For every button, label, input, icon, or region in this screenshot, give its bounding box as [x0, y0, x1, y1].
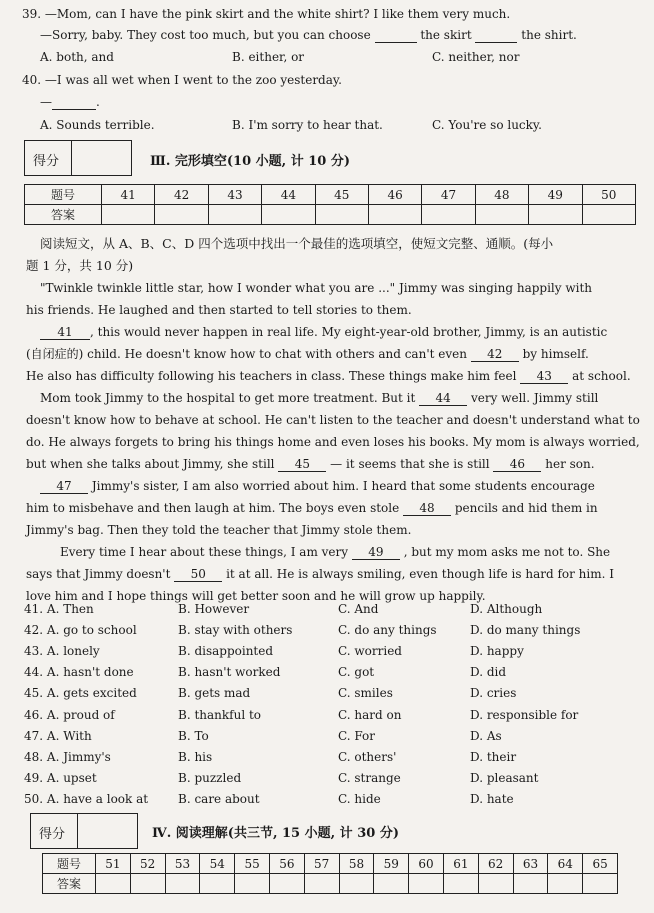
option-42-a: 42. A. go to school: [24, 623, 137, 637]
passage-p4-line3: Jimmy's bag. Then they told the teacher that Jimmy stole them.: [26, 523, 412, 537]
q40-option-c: C. You're so lucky.: [432, 118, 542, 132]
passage-p5-line1: [60, 544, 610, 560]
passage-p3-line3: do. He always forgets to bring his things home and even loses his books. My mom is always worried,: [26, 435, 640, 449]
option-45-a: 45. A. gets excited: [24, 686, 137, 700]
option-44-d: D. did: [470, 665, 507, 679]
section-4-title: Ⅳ. 阅读理解(共三节, 15 小题, 计 30 分): [152, 826, 399, 841]
table-cell: 45: [315, 185, 368, 205]
passage-text: but when she talks about Jimmy, she still: [26, 457, 275, 471]
passage-text: says that Jimmy doesn't: [26, 567, 171, 581]
option-48-d: D. their: [470, 750, 517, 764]
answer-cell[interactable]: [339, 874, 374, 894]
q40-stem: 40. —I was all wet when I went to the zoo yesterday.: [22, 73, 342, 87]
answer-cell[interactable]: [130, 874, 165, 894]
blank-44: 44: [419, 392, 467, 406]
score-box-section-3: [24, 140, 132, 176]
answer-cell[interactable]: [582, 205, 635, 225]
answer-cell[interactable]: [269, 874, 304, 894]
blank-48: 48: [403, 502, 451, 516]
option-46-c: C. hard on: [338, 708, 402, 722]
table-cell: 41: [102, 185, 155, 205]
q40-period: .: [96, 95, 100, 109]
passage-text: very well. Jimmy still: [470, 391, 599, 405]
option-47-d: D. As: [470, 729, 502, 743]
option-46-a: 46. A. proud of: [24, 708, 115, 722]
passage-text: him to misbehave and then laugh at him. The boys even stole: [26, 501, 400, 515]
blank-50: 50: [174, 568, 222, 582]
passage-p3-line1: [40, 390, 598, 406]
q39-reply-text: —Sorry, baby. They cost too much, but you can choose: [40, 28, 371, 42]
answer-cell[interactable]: [374, 874, 409, 894]
passage-p5-line3: love him and I hope things will get better soon and he will grow up happily.: [26, 589, 486, 603]
table-cell: 49: [529, 185, 582, 205]
option-50-d: D. hate: [470, 792, 514, 806]
answer-cell[interactable]: [102, 205, 155, 225]
option-50-c: C. hide: [338, 792, 381, 806]
passage-p3-line4: [26, 456, 595, 472]
passage-p5-line2: [26, 566, 614, 582]
q39-option-b: B. either, or: [232, 50, 305, 64]
blank-46: 46: [493, 458, 541, 472]
q40-blank: [52, 96, 96, 110]
table-row: [25, 205, 636, 225]
table-cell: 58: [339, 854, 374, 874]
table-cell: 51: [96, 854, 131, 874]
q39-reply-text-2: the skirt: [420, 28, 472, 42]
option-42-d: D. do many things: [470, 623, 581, 637]
table-cell: 55: [235, 854, 270, 874]
answer-cell[interactable]: [478, 874, 513, 894]
option-47-c: C. For: [338, 729, 376, 743]
section-3-title: Ⅲ. 完形填空(10 小题, 计 10 分): [150, 154, 350, 169]
passage-p1-line2: his friends. He laughed and then started to tell stories to them.: [26, 303, 412, 317]
q40-option-a: A. Sounds terrible.: [40, 118, 155, 132]
answer-cell[interactable]: [409, 874, 444, 894]
table-cell: 54: [200, 854, 235, 874]
q39-blank-2: [475, 29, 517, 43]
q40-option-b: B. I'm sorry to hear that.: [232, 118, 383, 132]
option-45-b: B. gets mad: [178, 686, 251, 700]
passage-p4-line2: [26, 500, 598, 516]
option-48-c: C. others': [338, 750, 397, 764]
score-label: 得分: [33, 154, 60, 169]
option-43-a: 43. A. lonely: [24, 644, 100, 658]
table-cell: 46: [368, 185, 421, 205]
table-cell: 59: [374, 854, 409, 874]
passage-p2-line1: [40, 324, 607, 340]
option-42-c: C. do any things: [338, 623, 437, 637]
option-45-d: D. cries: [470, 686, 517, 700]
passage-text: He also has difficulty following his teachers in class. These things make him feel: [26, 369, 517, 383]
answer-cell[interactable]: [165, 874, 200, 894]
instructions-line-2: 题 1 分，共 10 分): [26, 258, 134, 273]
option-50-b: B. care about: [178, 792, 260, 806]
option-44-c: C. got: [338, 665, 375, 679]
passage-text: , but my mom asks me not to. She: [403, 545, 611, 559]
answer-cell[interactable]: [422, 205, 475, 225]
option-49-c: C. strange: [338, 771, 401, 785]
table-cell: 53: [165, 854, 200, 874]
table-cell: 47: [422, 185, 475, 205]
option-50-a: 50. A. have a look at: [24, 792, 149, 806]
blank-42: 42: [471, 348, 519, 362]
passage-text: — it seems that she is still: [330, 457, 490, 471]
table-cell: 62: [478, 854, 513, 874]
q39-option-c: C. neither, nor: [432, 50, 520, 64]
table-cell: 42: [155, 185, 208, 205]
passage-p2-line2: [26, 346, 589, 362]
answer-cell[interactable]: [368, 205, 421, 225]
passage-text: , this would never happen in real life. My eight-year-old brother, Jimmy, is an autistic: [90, 325, 608, 339]
table-header-label: 题号: [25, 185, 102, 205]
answer-table-section-4: [42, 853, 618, 894]
option-41-b: B. However: [178, 602, 250, 616]
answer-cell[interactable]: [583, 874, 618, 894]
passage-text: Mom took Jimmy to the hospital to get more treatment. But it: [40, 391, 416, 405]
option-46-b: B. thankful to: [178, 708, 262, 722]
passage-text: (自闭症的) child. He doesn't know how to chat with others and can't even: [26, 347, 467, 361]
passage-text: her son.: [545, 457, 595, 471]
table-cell: 50: [582, 185, 635, 205]
table-cell: 43: [208, 185, 261, 205]
passage-text: it at all. He is always smiling, even though life is hard for him. I: [226, 567, 614, 581]
table-row: [25, 185, 636, 205]
table-cell: 63: [513, 854, 548, 874]
passage-p2-line3: [26, 368, 631, 384]
option-41-a: 41. A. Then: [24, 602, 94, 616]
answer-cell[interactable]: [96, 874, 131, 894]
table-answer-label: 答案: [25, 205, 102, 225]
option-49-b: B. puzzled: [178, 771, 242, 785]
table-cell: 56: [269, 854, 304, 874]
option-44-b: B. hasn't worked: [178, 665, 281, 679]
table-cell: 60: [409, 854, 444, 874]
q39-stem: 39. —Mom, can I have the pink skirt and the white shirt? I like them very much.: [22, 7, 511, 21]
q40-dash: —: [40, 95, 52, 109]
passage-text: Jimmy's sister, I am also worried about him. I heard that some students encourage: [91, 479, 595, 493]
option-43-d: D. happy: [470, 644, 524, 658]
passage-p3-line2: doesn't know how to behave at school. He can't listen to the teacher and doesn't understand what to: [26, 413, 640, 427]
answer-cell[interactable]: [548, 874, 583, 894]
option-46-d: D. responsible for: [470, 708, 579, 722]
passage-text: Every time I hear about these things, I am very: [60, 545, 349, 559]
answer-cell[interactable]: [443, 874, 478, 894]
instructions-line-1: 阅读短文，从 A、B、C、D 四个选项中找出一个最佳的选项填空，使短文完整、通顺。(每小: [40, 236, 554, 251]
option-47-b: B. To: [178, 729, 209, 743]
blank-49: 49: [352, 546, 400, 560]
table-cell: 64: [548, 854, 583, 874]
score-label: 得分: [39, 827, 66, 842]
blank-43: 43: [520, 370, 568, 384]
passage-p4-line1: [40, 478, 595, 494]
answer-cell[interactable]: [315, 205, 368, 225]
answer-cell[interactable]: [529, 205, 582, 225]
passage-text: pencils and hid them in: [454, 501, 598, 515]
table-answer-label: 答案: [43, 874, 96, 894]
answer-cell[interactable]: [200, 874, 235, 894]
table-row: [43, 874, 618, 894]
answer-table-section-3: [24, 184, 636, 225]
q39-option-a: A. both, and: [40, 50, 114, 64]
answer-cell[interactable]: [513, 874, 548, 894]
passage-text: by himself.: [522, 347, 589, 361]
score-divider: [71, 141, 72, 175]
table-cell: 57: [304, 854, 339, 874]
option-43-c: C. worried: [338, 644, 402, 658]
q39-blank-1: [375, 29, 417, 43]
option-48-b: B. his: [178, 750, 213, 764]
table-cell: 65: [583, 854, 618, 874]
option-45-c: C. smiles: [338, 686, 393, 700]
blank-41: 41: [40, 326, 90, 340]
passage-text: at school.: [572, 369, 631, 383]
table-cell: 48: [475, 185, 528, 205]
score-box-section-4: [30, 813, 138, 849]
option-42-b: B. stay with others: [178, 623, 293, 637]
blank-45: 45: [278, 458, 326, 472]
q40-reply: [40, 94, 100, 110]
answer-cell[interactable]: [475, 205, 528, 225]
option-49-a: 49. A. upset: [24, 771, 97, 785]
table-cell: 61: [443, 854, 478, 874]
answer-cell[interactable]: [262, 205, 315, 225]
option-44-a: 44. A. hasn't done: [24, 665, 134, 679]
passage-p1-line1: "Twinkle twinkle little star, how I wonder what you are ..." Jimmy was singing happily with: [40, 281, 593, 295]
blank-47: 47: [40, 480, 88, 494]
answer-cell[interactable]: [155, 205, 208, 225]
score-divider: [77, 814, 78, 848]
q39-reply: [40, 27, 577, 43]
option-41-d: D. Although: [470, 602, 543, 616]
option-49-d: D. pleasant: [470, 771, 539, 785]
q39-reply-text-3: the shirt.: [521, 28, 577, 42]
option-41-c: C. And: [338, 602, 379, 616]
table-row: [43, 854, 618, 874]
table-header-label: 题号: [43, 854, 96, 874]
option-47-a: 47. A. With: [24, 729, 92, 743]
answer-cell[interactable]: [208, 205, 261, 225]
answer-cell[interactable]: [235, 874, 270, 894]
table-cell: 44: [262, 185, 315, 205]
table-cell: 52: [130, 854, 165, 874]
answer-cell[interactable]: [304, 874, 339, 894]
option-48-a: 48. A. Jimmy's: [24, 750, 111, 764]
option-43-b: B. disappointed: [178, 644, 274, 658]
